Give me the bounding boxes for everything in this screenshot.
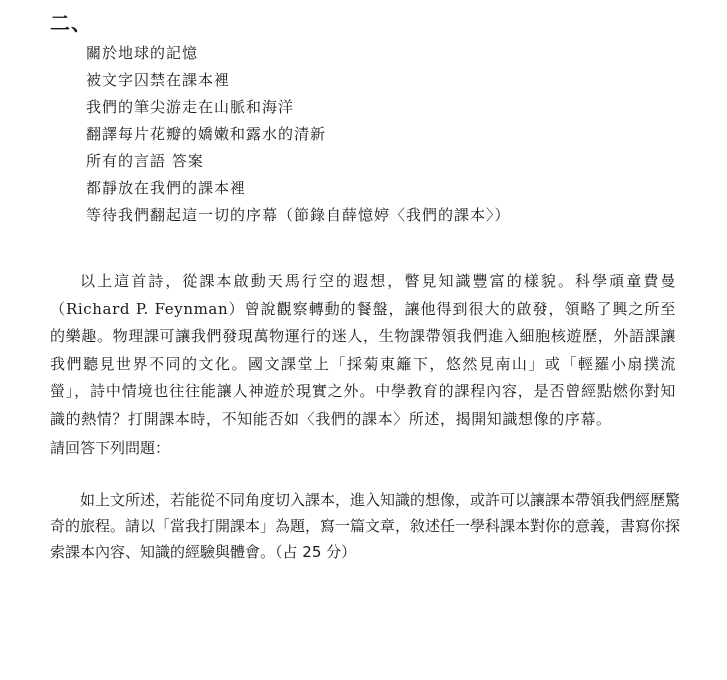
poem-line: 我們的筆尖游走在山脈和海洋	[86, 98, 295, 116]
poem-line: 被文字囚禁在課本裡	[86, 71, 231, 89]
poem-line: 翻譯每片花瓣的嬌嫩和露水的清新	[86, 125, 327, 143]
intro-paragraph: 以上這首詩，從課本啟動天馬行空的遐想，瞥見知識豐富的樣貌。科學頑童費曼（Richard P. Feynman）曾說觀察轉動的餐盤，讓他得到很大的啟發，領略了興之所至的樂趣。物理課可讓我們發現萬物運行的迷人，生物課帶領我們進入細胞核遊歷，外語課讓我們聽見世界不同的文化。國文課堂上「採菊東籬下，悠然見南山」或「輕羅小扇撲流螢」，詩中情境也往往能讓人神遊於現實之外。中學教育的課程內容，是否曾經點燃你對知識的熱情？打開課本時，不知能否如〈我們的課本〉所述，揭開知識想像的序幕。	[50, 272, 676, 428]
poem-line: 關於地球的記憶	[86, 44, 199, 62]
poem-excerpt	[86, 40, 511, 229]
instruction-label: 請回答下列問題：	[50, 439, 171, 457]
poem-line: 所有的言語 答案	[86, 152, 204, 170]
essay-question: 如上文所述，若能從不同角度切入課本，進入知識的想像，或許可以讓課本帶領我們經歷驚奇的旅程。請以「當我打開課本」為題，寫一篇文章，敘述任一學科課本對你的意義，書寫你探索課本內容、知識的經驗與體會。（占 25 分）	[50, 491, 681, 561]
poem-line: 都靜放在我們的課本裡	[86, 179, 247, 197]
poem-line-with-citation: 等待我們翻起這一切的序幕（節錄自薛憶婷〈我們的課本〉）	[86, 206, 511, 224]
section-number: 二、	[50, 11, 92, 35]
